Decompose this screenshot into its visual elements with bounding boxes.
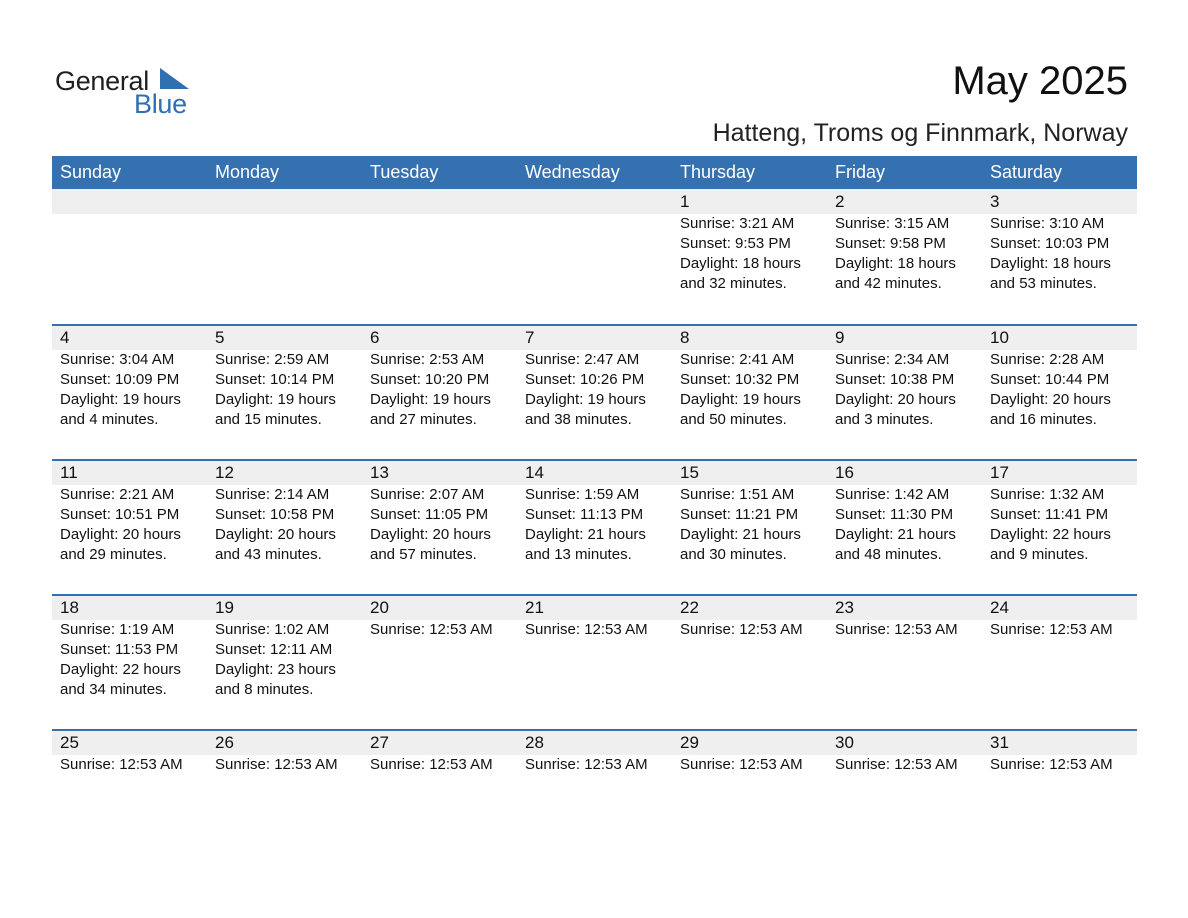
day-cell: [517, 729, 672, 775]
day-info-line: Sunrise: 2:28 AM: [990, 351, 1105, 368]
day-info-line: Sunrise: 12:53 AM: [215, 756, 338, 773]
day-info-line: Sunset: 10:44 PM: [990, 371, 1110, 388]
day-info-line: Sunrise: 3:21 AM: [680, 215, 795, 232]
day-info-line: Daylight: 20 hours: [60, 526, 181, 543]
day-info-line: Daylight: 18 hours: [835, 255, 956, 272]
day-number: 19: [215, 598, 234, 617]
day-cell: [517, 459, 672, 565]
day-info-line: Sunrise: 2:59 AM: [215, 351, 330, 368]
day-info-line: Sunrise: 12:53 AM: [990, 621, 1113, 638]
logo-text-general: General: [55, 66, 149, 96]
day-info-line: Daylight: 19 hours: [215, 391, 336, 408]
day-number: 12: [215, 463, 234, 482]
day-cell: [362, 324, 517, 430]
day-info-line: Sunrise: 1:51 AM: [680, 486, 795, 503]
day-cell: [52, 729, 207, 775]
day-number: 17: [990, 463, 1009, 482]
day-number: 2: [835, 192, 845, 211]
day-info-line: Sunrise: 12:53 AM: [60, 756, 183, 773]
day-info-line: and 29 minutes.: [60, 546, 167, 563]
day-cell: [362, 459, 517, 565]
day-info-line: Sunset: 11:53 PM: [60, 641, 179, 658]
day-cell: [672, 459, 827, 565]
day-info-line: Daylight: 22 hours: [60, 661, 181, 678]
day-info-line: Sunset: 10:51 PM: [60, 506, 180, 523]
week-row: [52, 459, 1137, 594]
day-number: 11: [60, 463, 78, 482]
day-number: [60, 192, 207, 214]
day-info-line: Sunrise: 2:41 AM: [680, 351, 795, 368]
day-number: 31: [990, 733, 1009, 752]
day-number: 10: [990, 328, 1009, 347]
day-cell: [52, 189, 207, 294]
day-info-line: and 50 minutes.: [680, 411, 787, 428]
day-info-line: Daylight: 18 hours: [680, 255, 801, 272]
day-number: 5: [215, 328, 225, 347]
weekday-monday: Monday: [215, 162, 280, 182]
day-number: 29: [680, 733, 699, 752]
day-info-line: Daylight: 21 hours: [680, 526, 801, 543]
day-number: 7: [525, 328, 535, 347]
day-info-line: and 48 minutes.: [835, 546, 942, 563]
day-cell: [52, 324, 207, 430]
day-cell: [52, 459, 207, 565]
week-row: [52, 729, 1137, 864]
location-subtitle: Hatteng, Troms og Finnmark, Norway: [712, 119, 1128, 147]
day-cell: [982, 189, 1137, 294]
day-cell: [827, 459, 982, 565]
day-cell: [827, 324, 982, 430]
weekday-header: [52, 156, 1137, 189]
day-info-line: Sunrise: 3:10 AM: [990, 215, 1105, 232]
logo-text-blue: Blue: [134, 89, 187, 119]
day-cell: [982, 729, 1137, 775]
day-info-line: Sunrise: 3:04 AM: [60, 351, 175, 368]
day-info-line: Sunrise: 1:02 AM: [215, 621, 330, 638]
day-info-line: Sunset: 10:20 PM: [370, 371, 490, 388]
day-number: 20: [370, 598, 389, 617]
day-cell: [672, 594, 827, 700]
day-number: 15: [680, 463, 699, 482]
week-row: [52, 189, 1137, 324]
day-info-line: Sunset: 11:41 PM: [990, 506, 1109, 523]
day-cell: [982, 324, 1137, 430]
logo: [55, 66, 205, 118]
day-info-line: Sunrise: 2:53 AM: [370, 351, 485, 368]
day-number: [525, 192, 672, 214]
day-info-line: Sunrise: 2:47 AM: [525, 351, 640, 368]
day-number: 30: [835, 733, 854, 752]
day-info-line: Sunrise: 12:53 AM: [990, 756, 1113, 773]
day-info-line: Sunrise: 2:34 AM: [835, 351, 950, 368]
day-info-line: Sunrise: 12:53 AM: [525, 621, 648, 638]
day-cell: [207, 189, 362, 294]
day-number: 8: [680, 328, 690, 347]
day-info-line: Sunset: 10:32 PM: [680, 371, 800, 388]
day-number: 16: [835, 463, 854, 482]
day-info-line: Sunrise: 2:14 AM: [215, 486, 330, 503]
day-cell: [982, 459, 1137, 565]
day-info-line: Sunset: 9:58 PM: [835, 235, 946, 252]
day-info-line: Daylight: 19 hours: [525, 391, 646, 408]
day-info-line: and 38 minutes.: [525, 411, 632, 428]
day-info-line: and 8 minutes.: [215, 681, 314, 698]
day-number: 18: [60, 598, 79, 617]
day-info-line: Daylight: 19 hours: [680, 391, 801, 408]
day-number: 4: [60, 328, 70, 347]
day-number: [370, 192, 517, 214]
day-info-line: Sunset: 10:26 PM: [525, 371, 645, 388]
weekday-wednesday: Wednesday: [525, 162, 620, 182]
week-row: [52, 594, 1137, 729]
day-cell: [52, 594, 207, 700]
day-cell: [827, 594, 982, 700]
weekday-thursday: Thursday: [680, 162, 756, 182]
day-info-line: and 9 minutes.: [990, 546, 1089, 563]
logo-triangle-icon: [160, 68, 190, 90]
day-cell: [827, 729, 982, 775]
day-info-line: Daylight: 20 hours: [990, 391, 1111, 408]
day-info-line: Sunset: 11:30 PM: [835, 506, 954, 523]
day-info-line: Sunset: 10:58 PM: [215, 506, 335, 523]
day-info-line: Sunset: 10:38 PM: [835, 371, 955, 388]
day-info-line: Sunrise: 12:53 AM: [370, 756, 493, 773]
day-cell: [827, 189, 982, 294]
day-info-line: Daylight: 23 hours: [215, 661, 336, 678]
day-info-line: and 13 minutes.: [525, 546, 632, 563]
day-number: 24: [990, 598, 1009, 617]
day-cell: [672, 729, 827, 775]
day-info-line: and 3 minutes.: [835, 411, 934, 428]
day-info-line: and 53 minutes.: [990, 275, 1097, 292]
day-cell: [207, 459, 362, 565]
day-number: 25: [60, 733, 79, 752]
day-number: 28: [525, 733, 544, 752]
day-number: 22: [680, 598, 699, 617]
day-cell: [982, 594, 1137, 700]
day-number: 23: [835, 598, 854, 617]
day-info-line: Sunrise: 2:21 AM: [60, 486, 175, 503]
week-row: [52, 324, 1137, 459]
day-info-line: and 4 minutes.: [60, 411, 159, 428]
day-cell: [517, 324, 672, 430]
day-info-line: Sunset: 11:05 PM: [370, 506, 489, 523]
day-info-line: Sunset: 11:21 PM: [680, 506, 799, 523]
day-info-line: Sunset: 10:03 PM: [990, 235, 1110, 252]
day-info-line: and 32 minutes.: [680, 275, 787, 292]
day-number: 13: [370, 463, 389, 482]
day-number: 21: [525, 598, 544, 617]
day-cell: [672, 189, 827, 294]
day-info-line: Sunrise: 12:53 AM: [680, 621, 803, 638]
day-info-line: Sunrise: 1:59 AM: [525, 486, 640, 503]
day-info-line: Sunrise: 1:19 AM: [60, 621, 175, 638]
day-cell: [517, 189, 672, 294]
day-number: 27: [370, 733, 389, 752]
day-info-line: Sunrise: 3:15 AM: [835, 215, 950, 232]
day-info-line: and 30 minutes.: [680, 546, 787, 563]
day-info-line: Sunrise: 12:53 AM: [525, 756, 648, 773]
day-info-line: Sunrise: 12:53 AM: [680, 756, 803, 773]
day-info-line: and 15 minutes.: [215, 411, 322, 428]
day-number: 3: [990, 192, 1000, 211]
day-cell: [207, 594, 362, 700]
day-cell: [362, 729, 517, 775]
day-info-line: Sunrise: 2:07 AM: [370, 486, 485, 503]
day-info-line: Sunrise: 1:42 AM: [835, 486, 950, 503]
day-info-line: and 16 minutes.: [990, 411, 1097, 428]
day-info-line: and 43 minutes.: [215, 546, 322, 563]
day-cell: [362, 189, 517, 294]
day-info-line: Sunrise: 12:53 AM: [370, 621, 493, 638]
day-cell: [517, 594, 672, 700]
day-info-line: Sunrise: 12:53 AM: [835, 756, 958, 773]
calendar: [52, 156, 1137, 864]
day-info-line: Sunset: 10:14 PM: [215, 371, 335, 388]
weekday-saturday: Saturday: [990, 162, 1063, 182]
day-number: 6: [370, 328, 380, 347]
day-info-line: Sunset: 9:53 PM: [680, 235, 791, 252]
day-info-line: Sunset: 10:09 PM: [60, 371, 180, 388]
day-info-line: Sunrise: 12:53 AM: [835, 621, 958, 638]
day-info-line: Sunrise: 1:32 AM: [990, 486, 1105, 503]
day-number: [215, 192, 362, 214]
day-info-line: Daylight: 18 hours: [990, 255, 1111, 272]
day-number: 1: [680, 192, 690, 211]
page-title: May 2025: [952, 59, 1128, 103]
calendar-weeks: [52, 189, 1137, 864]
day-number: 9: [835, 328, 845, 347]
weekday-tuesday: Tuesday: [370, 162, 439, 182]
day-cell: [672, 324, 827, 430]
day-info-line: and 57 minutes.: [370, 546, 477, 563]
day-info-line: Daylight: 20 hours: [835, 391, 956, 408]
day-info-line: Daylight: 22 hours: [990, 526, 1111, 543]
day-info-line: and 34 minutes.: [60, 681, 167, 698]
day-info-line: Daylight: 21 hours: [835, 526, 956, 543]
day-info-line: Sunset: 12:11 AM: [215, 641, 333, 658]
day-cell: [362, 594, 517, 700]
weekday-friday: Friday: [835, 162, 886, 182]
weekday-sunday: Sunday: [60, 162, 122, 182]
day-info-line: Daylight: 21 hours: [525, 526, 646, 543]
day-info-line: Sunset: 11:13 PM: [525, 506, 644, 523]
day-cell: [207, 729, 362, 775]
day-number: 14: [525, 463, 544, 482]
day-cell: [207, 324, 362, 430]
day-info-line: Daylight: 19 hours: [60, 391, 181, 408]
day-info-line: Daylight: 19 hours: [370, 391, 491, 408]
day-info-line: Daylight: 20 hours: [215, 526, 336, 543]
day-number: 26: [215, 733, 234, 752]
day-info-line: and 42 minutes.: [835, 275, 942, 292]
day-info-line: and 27 minutes.: [370, 411, 477, 428]
day-info-line: Daylight: 20 hours: [370, 526, 491, 543]
